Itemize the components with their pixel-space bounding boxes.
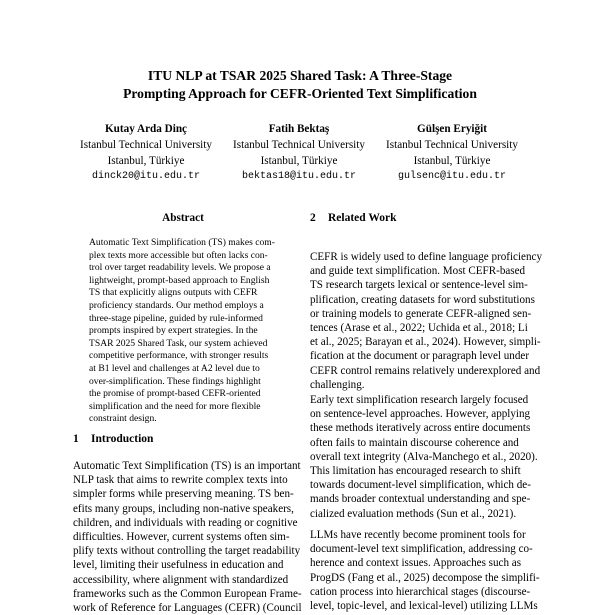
text-line: frameworks such as the Common European Frame- [73,587,302,600]
text-line: lightweight, prompt-based approach to English [89,274,270,286]
text-line: simplification and the need for more flexible [89,400,261,412]
text-line: fication at the document or paragraph level under [310,350,530,363]
text-line: overall text integrity (Alva-Manchego et al., 2020). [310,450,538,463]
section-number: 1 [73,433,79,445]
section-heading-related-work [310,211,396,225]
text-line: or training models to generate CEFR-aligned sen- [310,307,532,320]
related-work-paragraph-2 [310,393,538,521]
text-line: at B1 level and challenges at A2 level due to [89,362,260,374]
abstract-body [89,237,285,426]
text-line: Automatic Text Simplification (TS) makes com- [89,237,275,248]
author-location: Istanbul, Türkiye [413,155,491,167]
text-line: plex texts more accessible but often lacks con- [89,249,268,261]
text-line: tences (Arase et al., 2022; Uchida et al., 2018; Li [310,322,528,335]
text-line: cialized evaluation methods (Sun et al., 2021). [310,507,517,520]
text-line: This limitation has encouraged research to shift [310,465,521,478]
text-line: plification, creating datasets for word substitutions [310,293,535,306]
introduction-paragraph [73,459,302,615]
related-work-paragraph-3 [310,528,540,613]
text-line: these methods iteratively across entire documents [310,422,531,435]
text-line: accessibility, where alignment with standardized [73,573,289,586]
text-line: mands broader contextual understanding and spe- [310,493,531,506]
text-line: and guide text simplification. Most CEFR-based [310,265,526,278]
author-location: Istanbul, Türkiye [260,155,338,167]
section-heading-introduction [73,432,153,446]
section-title: Introduction [91,433,154,445]
abstract-heading: Abstract [162,212,204,224]
text-line: challenging. [310,378,365,391]
paper-title [40,67,560,103]
author-block [61,121,231,185]
title-line-1: ITU NLP at TSAR 2025 Shared Task: A Three-Stage [147,68,453,83]
author-block [367,121,537,185]
text-line: NLP task that aims to rewrite complex texts into [73,474,288,487]
text-line: level, limiting their usefulness in education and [73,559,284,572]
text-line: children, and individuals with reading or cognitive [73,516,298,529]
text-line: proficiency standards. Our method employs a [89,299,264,311]
text-line: work of Reference for Languages (CEFR) (Council [73,602,302,615]
text-line: et al., 2025; Barayan et al., 2024). However, simpli- [310,336,541,349]
text-line: LLMs have recently become prominent tools for [310,529,526,541]
author-email[interactable]: dinck20@itu.edu.tr [91,171,201,182]
text-line: three-stage pipeline, guided by rule-informed [89,312,263,324]
text-line: CEFR is widely used to define language proficiency [310,251,542,263]
text-line: trol over target readability levels. We propose a [89,262,271,274]
author-affiliation: Istanbul Technical University [386,139,518,151]
author-email[interactable]: gulsenc@itu.edu.tr [397,171,507,182]
text-line: efits many groups, including non-native speakers, [73,502,294,515]
author-location: Istanbul, Türkiye [107,155,185,167]
text-line: TSAR 2025 Shared Task, our system achieved [89,337,268,349]
text-line: constraint design. [89,413,157,425]
text-line: over-simplification. These findings highlight [89,375,261,387]
section-number: 2 [310,212,316,224]
text-line: prompts inspired by expert strategies. In the [89,325,258,337]
text-line: TS research targets lexical or sentence-level sim- [310,279,528,292]
text-line: difficulties. However, current systems often sim- [73,531,290,544]
text-line: ProgDS (Fang et al., 2025) decompose the simplifi- [310,571,540,584]
text-line: often fails to maintain discourse coherence and [310,436,519,449]
author-block [214,121,384,185]
author-affiliation: Istanbul Technical University [233,139,365,151]
text-line: simpler forms while preserving meaning. TS ben- [73,488,294,501]
text-line: Early text simplification research largely focused [310,394,529,406]
author-name: Gülşen Eryiğit [417,123,487,135]
text-line: TS that explicitly aligns outputs with CEFR [89,287,258,299]
text-line: towards document-level simplification, which de- [310,479,531,492]
section-title: Related Work [328,212,397,224]
title-line-2: Prompting Approach for CEFR-Oriented Text Simplification [123,86,477,101]
text-line: plify texts without controlling the target readability [73,545,301,558]
author-name: Kutay Arda Dinç [104,123,188,135]
text-line: the promise of prompt-based CEFR-oriented [89,388,261,400]
author-name: Fatih Bektaş [268,123,330,135]
text-line: CEFR control remains relatively underexplored and [310,364,541,377]
text-line: Automatic Text Simplification (TS) is an important [73,460,301,472]
author-affiliation: Istanbul Technical University [80,139,212,151]
text-line: on sentence-level approaches. However, applying [310,408,531,421]
text-line: herence and context issues. Approaches such as [310,557,522,570]
text-line: cation process into hierarchical stages (discourse- [310,585,531,598]
text-line: competitive performance, with stronger results [89,350,269,362]
text-line: document-level text simplification, addressing co- [310,543,533,556]
text-line: level, topic-level, and lexical-level) utilizing LLMs [310,600,538,613]
author-email[interactable]: bektas18@itu.edu.tr [241,171,357,182]
related-work-paragraph-1 [310,250,542,392]
